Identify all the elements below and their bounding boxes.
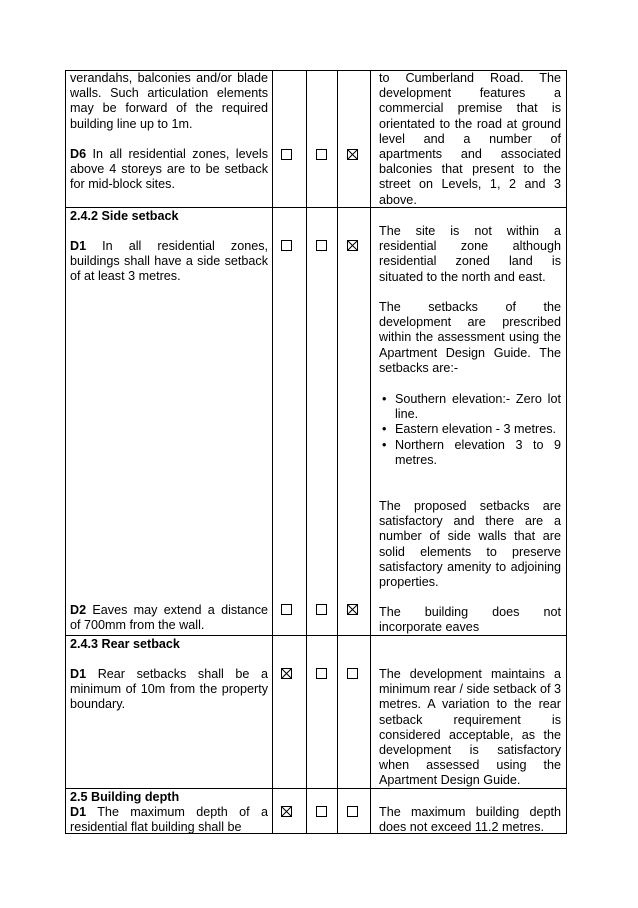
r2-d2-comment: The building does not incorporate eaves bbox=[379, 605, 561, 635]
table-border-right bbox=[566, 70, 567, 834]
r2-heading: 2.4.2 Side setback bbox=[70, 209, 179, 223]
r4-checkbox-2[interactable] bbox=[316, 806, 327, 817]
r2-comment-p3: The proposed setbacks are satisfactory and there are a number of side walls that are solid elements to preserve satisfactory amenity to adjoining properties. bbox=[379, 499, 561, 590]
bullet-icon: • bbox=[382, 392, 387, 406]
r1-checkbox-1[interactable] bbox=[281, 149, 292, 160]
column-divider-2 bbox=[306, 70, 307, 834]
r2-d1-checkbox-2[interactable] bbox=[316, 240, 327, 251]
r4-d1-paragraph bbox=[70, 805, 268, 835]
r3-heading: 2.4.3 Rear setback bbox=[70, 637, 180, 651]
r2-d1-checkbox-3[interactable] bbox=[347, 240, 358, 251]
r3-checkbox-2[interactable] bbox=[316, 668, 327, 679]
r2-d2-checkbox-2[interactable] bbox=[316, 604, 327, 615]
cross-mark-icon bbox=[282, 669, 291, 678]
r2-d2-code: D2 bbox=[70, 603, 87, 617]
r3-d1-text: Rear setbacks shall be a minimum of 10m from the property boundary. bbox=[70, 667, 268, 712]
list-item: • Eastern elevation - 3 metres. bbox=[382, 422, 556, 437]
r2-d1-code: D1 bbox=[70, 239, 87, 253]
table-border-left bbox=[65, 70, 66, 834]
r1-checkbox-2[interactable] bbox=[316, 149, 327, 160]
r4-comment: The maximum building depth does not exceed 11.2 metres. bbox=[379, 805, 561, 835]
cross-mark-icon bbox=[282, 807, 291, 816]
r2-d2-text: Eaves may extend a distance of 700mm from the wall. bbox=[70, 603, 268, 633]
r2-d2-checkbox-1[interactable] bbox=[281, 604, 292, 615]
r3-checkbox-3[interactable] bbox=[347, 668, 358, 679]
r2-d1-text: In all residential zones, buildings shall have a side setback of at least 3 metres. bbox=[70, 239, 268, 284]
bullet-icon: • bbox=[382, 422, 387, 437]
r1-checkbox-3[interactable] bbox=[347, 149, 358, 160]
cross-mark-icon bbox=[348, 605, 357, 614]
r1-d6-code: D6 bbox=[70, 147, 87, 161]
r3-comment: The development maintains a minimum rear / side setback of 3 metres. A variation to the rear setback requirement is considered acceptable, as the development is satisfactory when assessed using the Apartment Design Guide. bbox=[379, 667, 561, 788]
list-item: • Northern elevation 3 to 9 metres. bbox=[382, 437, 561, 467]
r2-setback-list bbox=[379, 392, 561, 468]
r1-left-text: verandahs, balconies and/or blade walls. Such articulation elements may be forward of the required building line up to 1m. bbox=[70, 71, 268, 131]
cross-mark-icon bbox=[348, 150, 357, 159]
column-divider-3 bbox=[337, 70, 338, 834]
r3-d1-code: D1 bbox=[70, 667, 87, 681]
r3-d1-paragraph bbox=[70, 667, 268, 713]
r2-d1-checkbox-1[interactable] bbox=[281, 240, 292, 251]
r2-comment-p1: The site is not within a residential zone although residential zoned land is situated to the north and east. bbox=[379, 224, 561, 284]
column-divider-1 bbox=[272, 70, 273, 834]
r4-d1-code: D1 bbox=[70, 805, 87, 819]
r1-comment: to Cumberland Road. The development features a commercial premise that is orientated to the road at ground level and a number of apartments and associated balconies that present to the street on Levels, 1, 2 and 3 above. bbox=[379, 71, 561, 207]
column-divider-4 bbox=[370, 70, 371, 834]
r3-checkbox-1[interactable] bbox=[281, 668, 292, 679]
r4-checkbox-1[interactable] bbox=[281, 806, 292, 817]
r1-d6-text: In all residential zones, levels above 4 storeys are to be setback for mid-block sites. bbox=[70, 147, 268, 192]
r4-heading: 2.5 Building depth bbox=[70, 790, 180, 804]
r2-d1-paragraph bbox=[70, 239, 268, 285]
cross-mark-icon bbox=[348, 241, 357, 250]
r4-d1-text: The maximum depth of a residential flat building shall be bbox=[70, 805, 268, 835]
r4-checkbox-3[interactable] bbox=[347, 806, 358, 817]
list-item: • Southern elevation:- Zero lot line. bbox=[382, 392, 561, 422]
r1-d6-paragraph bbox=[70, 147, 268, 193]
bullet-icon: • bbox=[382, 437, 387, 452]
r2-d2-checkbox-3[interactable] bbox=[347, 604, 358, 615]
r2-comment-p2: The setbacks of the development are prescribed within the assessment using the Apartment Design Guide. The setbacks are:- bbox=[379, 300, 561, 375]
r2-d2-paragraph bbox=[70, 603, 268, 633]
